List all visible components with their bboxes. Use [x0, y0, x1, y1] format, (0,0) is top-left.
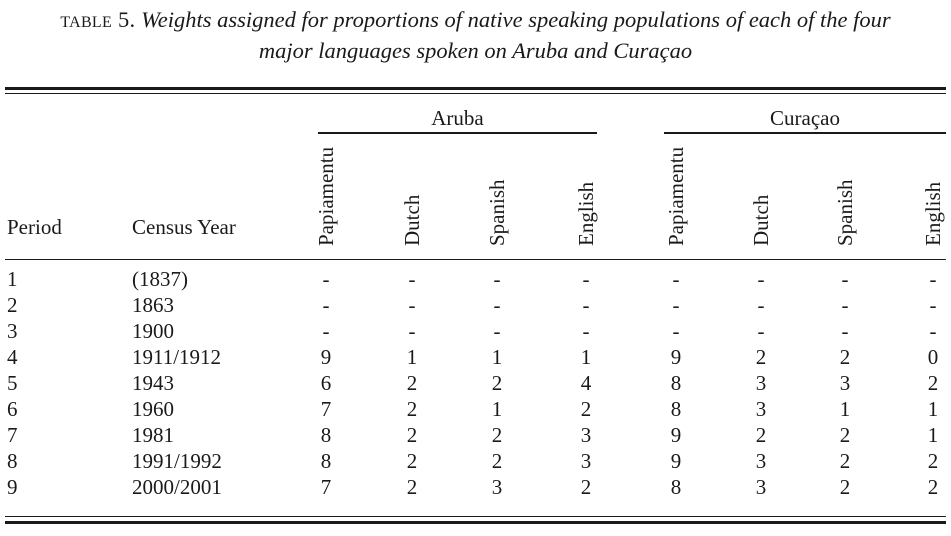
period-cell: 1	[7, 267, 18, 291]
weight-cell: -	[757, 319, 765, 343]
weight-cell: 2	[927, 475, 939, 499]
period-cell: 9	[7, 475, 18, 499]
weight-cell: 8	[670, 371, 682, 395]
period-cell: 7	[7, 423, 18, 447]
weight-cell: 7	[320, 475, 332, 499]
weight-cell: -	[672, 319, 680, 343]
census-year-cell: 1943	[132, 371, 174, 395]
weight-cell: -	[841, 319, 849, 343]
weight-cell: 3	[755, 397, 767, 421]
weight-cell: 2	[755, 345, 767, 369]
census-year-cell: 1991/1992	[132, 449, 222, 473]
census-year-cell: 1900	[132, 319, 174, 343]
weight-cell: -	[322, 267, 330, 291]
weight-cell: -	[929, 267, 937, 291]
weight-cell: 3	[755, 449, 767, 473]
weight-cell: 1	[839, 397, 851, 421]
census-year-cell: 1960	[132, 397, 174, 421]
weight-cell: -	[582, 319, 590, 343]
weight-cell: 2	[491, 371, 503, 395]
weight-cell: 2	[755, 423, 767, 447]
weight-cell: 3	[491, 475, 503, 499]
group-rule-aruba	[318, 132, 597, 134]
column-header-aruba-english: English	[574, 181, 598, 246]
weight-cell: 2	[927, 371, 939, 395]
census-year-cell: (1837)	[132, 267, 188, 291]
weight-cell: -	[408, 293, 416, 317]
weight-cell: 2	[839, 423, 851, 447]
top-rule-thin	[5, 93, 946, 94]
weight-cell: -	[929, 293, 937, 317]
weight-cell: 7	[320, 397, 332, 421]
weight-cell: -	[841, 293, 849, 317]
weight-cell: -	[757, 267, 765, 291]
weight-cell: 9	[670, 423, 682, 447]
weight-cell: -	[841, 267, 849, 291]
weight-cell: -	[582, 267, 590, 291]
weight-cell: -	[582, 293, 590, 317]
weight-cell: 3	[580, 423, 592, 447]
weight-cell: 1	[927, 423, 939, 447]
period-cell: 6	[7, 397, 18, 421]
weight-cell: -	[322, 293, 330, 317]
weight-cell: 2	[406, 423, 418, 447]
group-header-aruba: Aruba	[431, 106, 484, 130]
weight-cell: -	[408, 319, 416, 343]
period-cell: 2	[7, 293, 18, 317]
column-header-curacao-spanish: Spanish	[833, 179, 857, 246]
weight-cell: 2	[839, 345, 851, 369]
weight-cell: 9	[320, 345, 332, 369]
period-cell: 4	[7, 345, 18, 369]
weight-cell: -	[493, 293, 501, 317]
weight-cell: 2	[491, 449, 503, 473]
weight-cell: -	[757, 293, 765, 317]
weight-cell: 1	[406, 345, 418, 369]
weight-cell: 2	[839, 449, 851, 473]
weight-cell: 3	[580, 449, 592, 473]
column-header-curacao-papiamentu: Papiamentu	[664, 146, 688, 246]
weight-cell: 1	[580, 345, 592, 369]
column-header-curacao-english: English	[921, 181, 945, 246]
period-header: Period	[7, 215, 62, 239]
period-cell: 3	[7, 319, 18, 343]
period-cell: 5	[7, 371, 18, 395]
weight-cell: 1	[491, 345, 503, 369]
table-caption-line-2: major languages spoken on Aruba and Curaçao	[258, 38, 693, 63]
weight-cell: -	[929, 319, 937, 343]
census-year-header: Census Year	[132, 215, 236, 239]
group-header-curacao: Curaçao	[770, 106, 840, 130]
table-title: Weights assigned for proportions of native speaking populations of each of the four	[141, 7, 891, 32]
census-year-cell: 1911/1912	[132, 345, 222, 369]
weight-cell: 2	[580, 397, 592, 421]
weight-cell: 9	[670, 449, 682, 473]
column-header-aruba-dutch: Dutch	[400, 194, 424, 246]
group-rule-curacao	[664, 132, 946, 134]
weight-cell: 2	[406, 449, 418, 473]
weight-cell: 2	[580, 475, 592, 499]
weight-cell: 8	[320, 449, 332, 473]
weight-cell: 9	[670, 345, 682, 369]
weight-cell: 3	[839, 371, 851, 395]
bottom-rule-thin	[5, 516, 946, 517]
weight-cell: -	[672, 293, 680, 317]
weight-cell: -	[322, 319, 330, 343]
weight-cell: 1	[927, 397, 939, 421]
weight-cell: 2	[406, 371, 418, 395]
bottom-rule-thick	[5, 521, 946, 524]
weight-cell: -	[493, 319, 501, 343]
census-year-cell: 2000/2001	[132, 475, 222, 499]
weight-cell: 8	[670, 475, 682, 499]
table-caption-line-1	[0, 7, 951, 33]
weight-cell: 2	[839, 475, 851, 499]
weight-cell: 3	[755, 371, 767, 395]
top-rule-thick	[5, 87, 946, 90]
census-year-cell: 1981	[132, 423, 174, 447]
weight-cell: 2	[927, 449, 939, 473]
column-header-aruba-papiamentu: Papiamentu	[314, 146, 338, 246]
weight-cell: 1	[491, 397, 503, 421]
weight-cell: -	[408, 267, 416, 291]
weight-cell: 2	[406, 475, 418, 499]
column-header-curacao-dutch: Dutch	[749, 194, 773, 246]
weight-cell: 2	[406, 397, 418, 421]
weight-cell: -	[493, 267, 501, 291]
weight-cell: 0	[927, 345, 939, 369]
weight-cell: -	[672, 267, 680, 291]
column-header-aruba-spanish: Spanish	[485, 179, 509, 246]
weight-cell: 8	[670, 397, 682, 421]
census-year-cell: 1863	[132, 293, 174, 317]
period-cell: 8	[7, 449, 18, 473]
header-rule	[5, 259, 946, 260]
weight-cell: 2	[491, 423, 503, 447]
weight-cell: 3	[755, 475, 767, 499]
weight-cell: 4	[580, 371, 592, 395]
weight-cell: 6	[320, 371, 332, 395]
weight-cell: 8	[320, 423, 332, 447]
table-label: table 5.	[60, 7, 136, 32]
